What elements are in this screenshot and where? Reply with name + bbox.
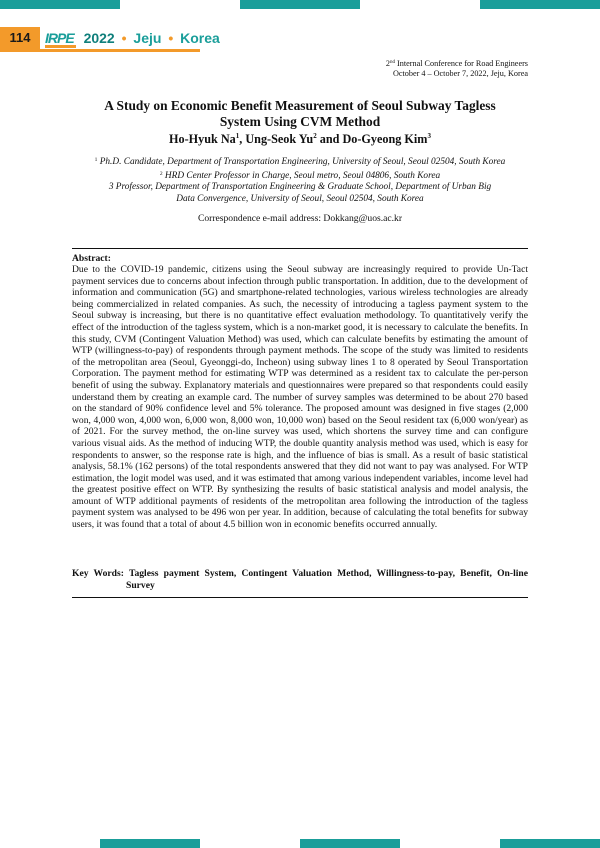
affiliation-line: Data Convergence, University of Seoul, Seoul 02504, South Korea <box>176 193 424 204</box>
page-header <box>0 25 600 51</box>
top-color-stripe <box>0 0 600 9</box>
author: Do-Gyeong Kim <box>342 132 428 146</box>
logo-city: Jeju <box>133 30 162 46</box>
keywords: Key Words: Tagless payment System, Contingent Valuation Method, Willingness-to-pay, Benefit, On-line Survey <box>72 568 528 591</box>
author: Ho-Hyuk Na <box>169 132 236 146</box>
logo-separator: • <box>121 30 127 46</box>
bottom-color-stripe <box>0 839 600 848</box>
header-orange-rule <box>0 49 200 52</box>
logo-country: Korea <box>180 30 220 46</box>
abstract-body: Due to the COVID-19 pandemic, citizens using the Seoul subway are increasingly required to provide Un-Tact payment services due to concerns about infection through public transportation. In addition, due to the development of information and communication (5G) and smartphone-related technologies, various wireless technologies are already being commercialized in related companies. As such, the necessity of introducing a tagless payment system to the Seoul subway is increasing, but there is no quantitative effect evaluation methodology. To quantitatively verify the effect of the introduction of the tagless system, which is a non-market good, it is necessary to calculate the benefits. In this study, CVM (Contingent Valuation Method) was used, which can calculate benefits by estimating the amount of WTP (willingness-to-pay) of respondents through payment methods. The scope of the study was limited to residents of the metropolitan area (Seoul, Gyeonggi-do, Incheon) using subway lines 1 to 8 operated by Seoul Transportation Corporation. The payment method for estimating WTP was determined as a resident tax to calculate the per-person benefit of using the subway. Explanatory materials and questionnaires were prepared so that respondents could easily understand them by creating an example card. The number of survey samples was determined to be about 270 based on the standard of 90% confidence level and 5% tolerance. The proposed amount was designed in five stages (2,000 won, 4,000 won, 4,000 won, 6,000 won, 8,000 won, 10,000 won) based on the Seoul resident tax (6,000 won/year) as of 2021. For the survey method, the on-line survey was used, which shortens the survey time and can configure various visual aids. As the method of inducing WTP, the double quantity analysis method was used, which is easy for respondents to answer, so the response rate is high, and the influence of bias is small. As a result of basic statistical analysis, 58.1% (162 persons) of the total respondents answered that they did not want to pay was analysed. For WTP estimation, the logit model was used, and it was estimated that among various independent variables, income level had the greatest positive effect on WTP. By synthesizing the results of basic statistical analysis and model analysis, the amount of WTP additional payments of residents of the metropolitan area following the introduction of the tagless payment system was analysed to be 496 won per year. In addition, because of calculating the total benefits for subway users, it was found that a total of about 4.5 billion won in economic benefits occurred annually. <box>72 264 528 531</box>
conference-info <box>386 58 528 79</box>
affiliation-line: $^2$ HRD Center Professor in Charge, Seoul metro, Seoul 04806, South Korea <box>159 170 441 181</box>
conference-dates: October 4 – October 7, 2022, Jeju, Korea <box>392 69 528 78</box>
logo-mark: IRPE <box>45 30 74 46</box>
author: Ung-Seok Yu <box>245 132 314 146</box>
correspondence-email: Correspondence e-mail address: Dokkang@uos.ac.kr <box>197 213 403 224</box>
affiliation-line: $^1$ Ph.D. Candidate, Department of Transportation Engineering, University of Seoul, Seoul 02504, South Korea <box>94 157 506 167</box>
conference-name: 2nd Internal Conference for Road Engineers <box>385 59 528 68</box>
divider <box>72 597 528 598</box>
affiliations <box>60 155 540 205</box>
logo-year: 2022 <box>83 30 115 46</box>
abstract-heading: Abstract: <box>72 253 111 264</box>
conference-logo <box>45 28 220 48</box>
paper-title: A Study on Economic Benefit Measurement of Seoul Subway Tagless System Using CVM Method <box>104 98 496 129</box>
page-number: 114 <box>0 27 40 49</box>
author-list: Ho-Hyuk Na$^1$, Ung-Seok Yu$^2$ and Do-Gyeong Kim$^3$ <box>169 132 431 146</box>
affiliation-line: 3 Professor, Department of Transportation Engineering & Graduate School, Department of Urban Big <box>108 182 492 192</box>
divider <box>72 248 528 249</box>
logo-separator: • <box>168 30 174 46</box>
